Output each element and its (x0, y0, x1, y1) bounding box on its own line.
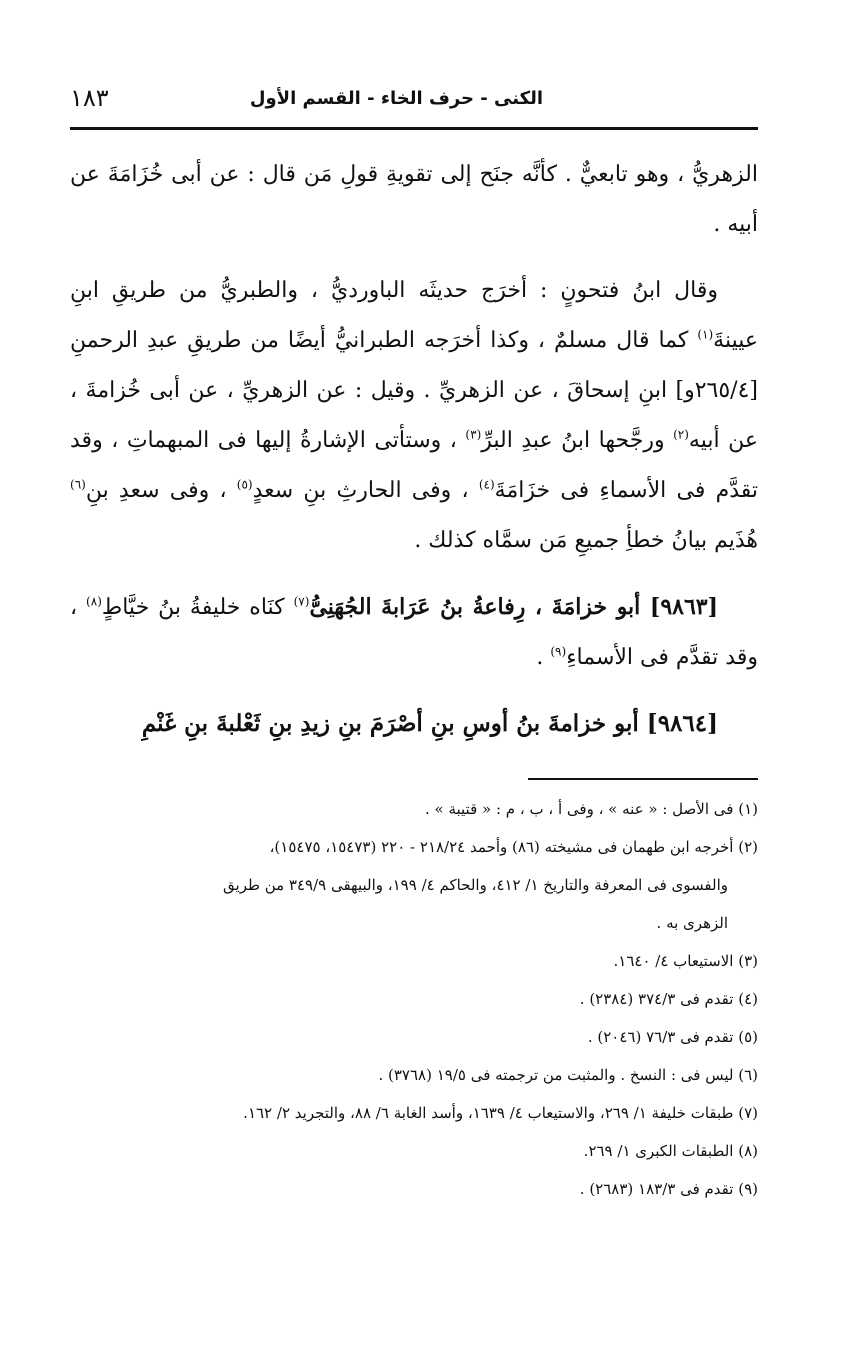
text-segment: ورجَّحها ابنُ عبدِ البرِّ (481, 428, 674, 453)
text-segment: كما قال مسلمٌ ، وكذا أخرَجه الطبرانيُّ أيضًا من طريقِ عبدِ الرحمنِ [٢٦٥/٤و] ابنِ إسحاقَ ، عن الزهريِّ . وقيل : عن الزهريِّ ، عن أبى خُزامةَ ، عن أبيه (70, 328, 758, 453)
footnote-2-continuation: الزهرى به . (656, 914, 728, 932)
footnote-ref-8: (٨) (86, 594, 102, 609)
footnote-5: (٥) تقدم فى ٧٦/٣ (٢٠٤٦) . (587, 1028, 758, 1046)
footnote-1: (١) فى الأصل : « عنه » ، وفى أ ، ب ، م : « قتيبة » . (424, 800, 758, 818)
footnote-ref-1: (١) (697, 327, 714, 342)
footnote-6: (٦) ليس فى : النسخ . والمثبت من ترجمته فى ١٩/٥ (٣٧٦٨) . (378, 1066, 758, 1084)
entry-number: [٩٨٦٤] (646, 710, 718, 737)
main-text (70, 150, 758, 765)
paragraph-2 (70, 266, 758, 566)
text-segment: ، وقد تقدَّم فى الأسماءِ (70, 595, 758, 670)
footnote-3: (٣) الاستيعاب ٤/ ١٦٤٠. (613, 952, 758, 970)
entry-9864 (70, 699, 758, 749)
footnote-9: (٩) تقدم فى ١٨٣/٣ (٢٦٨٣) . (579, 1180, 758, 1198)
footnote-ref-6: (٦) (70, 477, 86, 492)
footnote-8: (٨) الطبقات الكبرى ١/ ٢٦٩. (583, 1142, 758, 1160)
footnote-ref-7: (٧) (293, 594, 310, 609)
text-segment: ، وفى الحارثِ بنِ سعدٍ (252, 478, 479, 503)
footnote-4: (٤) تقدم فى ٣٧٤/٣ (٢٣٨٤) . (579, 990, 758, 1008)
paragraph-1: الزهريُّ ، وهو تابعيٌّ . كأنَّه جنَح إلى تقويةِ قولِ مَن قال : عن أبى خُزَامَةَ عن أبيه . (70, 162, 758, 237)
text-segment: . (536, 645, 551, 670)
footnote-ref-4: (٤) (478, 477, 495, 492)
footnotes (70, 790, 758, 1208)
footnote-rule (528, 778, 758, 780)
text-segment: ، وفى سعدِ بنِ (85, 478, 237, 503)
text-segment: هُذَيم بيانُ خطأِ جميعِ مَن سمَّاه كذلك . (414, 528, 758, 553)
page-number: ١٨٣ (70, 84, 109, 112)
footnote-ref-2: (٢) (673, 427, 689, 442)
footnote-7: (٧) طبقات خليفة ١/ ٢٦٩، والاستيعاب ٤/ ١٦٣٩، وأسد الغابة ٦/ ٨٨، والتجريد ٢/ ١٦٢. (243, 1104, 758, 1122)
footnote-2-continuation: والفسوى فى المعرفة والتاريخ ١/ ٤١٢، والحاكم ٤/ ١٩٩، والبيهقى ٣٤٩/٩ من طريق (223, 876, 728, 894)
entry-name: أبو خزامَةَ ، رِفاعةُ بنُ عَرَابةَ الجُهَنِىُّ (309, 594, 650, 620)
header-rule (70, 127, 758, 130)
footnote-ref-9: (٩) (550, 644, 567, 659)
entry-number: [٩٨٦٣] (649, 594, 719, 620)
running-title: الكنى - حرف الخاء - القسم الأول (249, 88, 543, 109)
footnote-2: (٢) أخرجه ابن طهمان فى مشيخته (٨٦) وأحمد ٢١٨/٢٤ - ٢٢٠ (١٥٤٧٣، ١٥٤٧٥)، (269, 838, 758, 856)
footnote-ref-5: (٥) (236, 477, 253, 492)
text-segment: ، وستأتى الإشارةُ إليها فى المبهماتِ ، وقد تقدَّم فى الأسماءِ فى خزَامَةَ (70, 428, 758, 503)
page-header (70, 84, 758, 120)
text-segment: كنَاه خليفةُ بنُ خيَّاطٍ (101, 595, 294, 620)
entry-9863 (70, 582, 758, 683)
footnote-ref-3: (٣) (465, 427, 482, 442)
entry-name: أبو خزامةَ بنُ أوسِ بنِ أصْرَمَ بنِ زيدِ بنِ ثَعْلبةَ بنِ غَنْمِ (141, 710, 647, 737)
text-segment: وقال ابنُ فتحونٍ : أخرَج حديثَه الباورديُّ ، والطبريُّ من طريقِ ابنِ عيينةَ (70, 278, 758, 353)
